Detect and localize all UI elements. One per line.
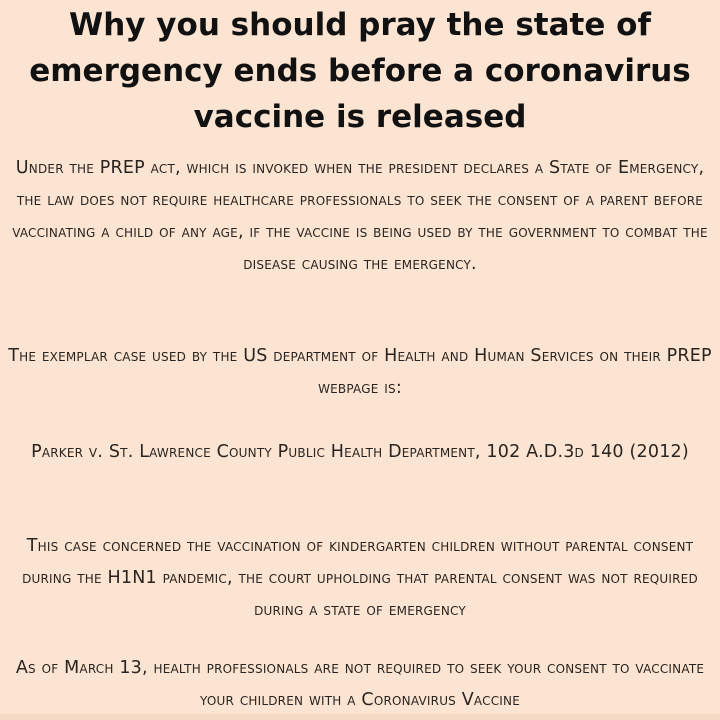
exemplar-case-intro: The exemplar case used by the US department of Health and Human Services on their PREP webpage is: — [8, 346, 712, 398]
page-title: Why you should pray the state of emergency ends before a coronavirus vaccine is released — [29, 7, 691, 135]
prep-act-paragraph: Under the PREP act, which is invoked when the president declares a State of Emergency, the law does not require healthcare professionals to seek the consent of a parent before vaccinating a child of any age, if the vaccine is being used by the government to combat the disease causing the emergency. — [12, 158, 708, 274]
case-summary-paragraph: This case concerned the vaccination of kindergarten children without parental consent during the H1N1 pandemic, the court upholding that parental consent was not required during a state of emergency — [22, 536, 698, 620]
current-status-paragraph: As of March 13, health professionals are not required to seek your consent to vaccinate your children with a Coronavirus Vaccine — [15, 658, 705, 710]
case-citation: Parker v. St. Lawrence County Public Health Department, 102 A.D.3d 140 (2012) — [31, 442, 689, 462]
bottom-edge — [0, 714, 720, 720]
